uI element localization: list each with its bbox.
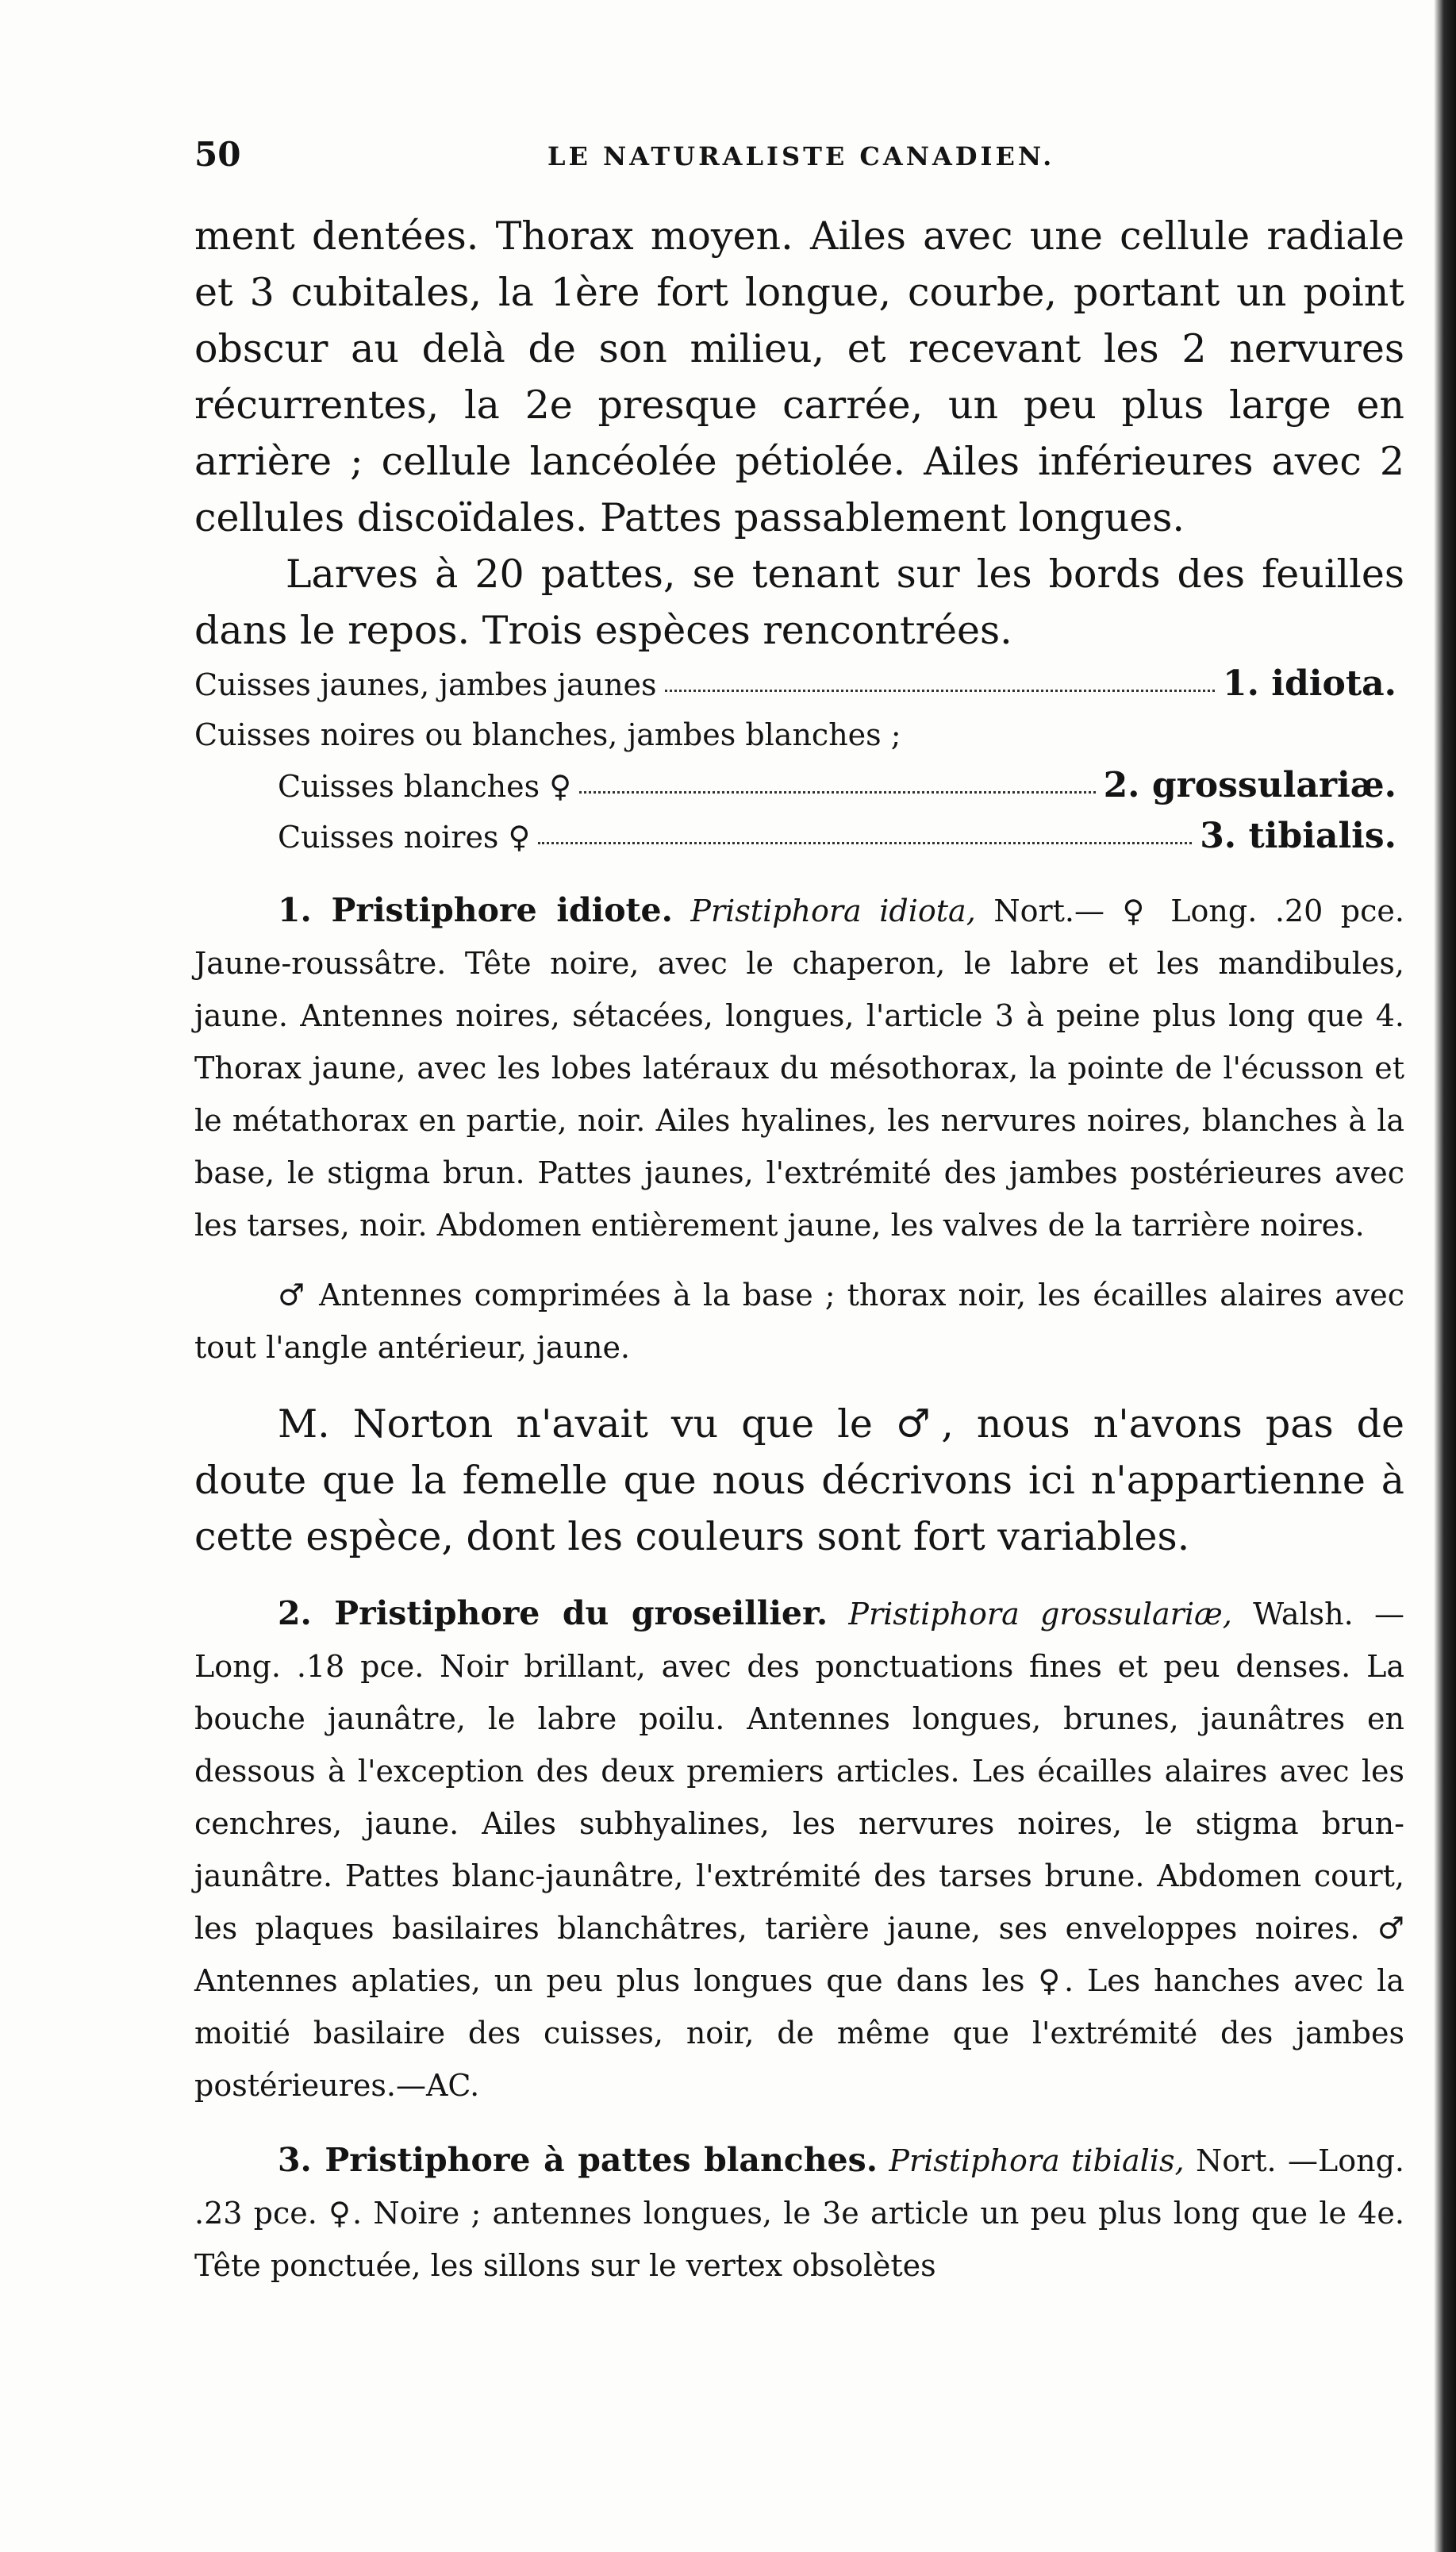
running-title: LE NATURALISTE CANADIEN. [547,141,1055,171]
key-result: 3. tibialis. [1200,816,1396,856]
species-description: Nort.— ♀ Long. .20 pce. Jaune-roussâtre. Tête noire, avec le chaperon, le labre et les mandibules, jaune. Antennes noires, sétacées, longues, l'article 3 à peine plus long que 4. Thorax jaune, avec les lobes latéraux du mésothorax, la pointe de l'écusson et le métathorax en partie, noir. Ailes hyalines, les nervures noires, blanches à la base, le stigma brun. Pattes jaunes, l'extrémité des jambes postérieures avec les tarses, noir. Abdomen entièrement jaune, les valves de la tarrière noires. [194,894,1404,1243]
leader-dots [665,690,1216,692]
species-latin-name: Pristiphora tibialis, [889,2143,1185,2178]
intro-paragraph: ment dentées. Thorax moyen. Ailes avec une cellule radiale et 3 cubitales, la 1ère fort longue, courbe, portant un point obscur au delà de son milieu, et recevant les 2 nervures récurrentes, la 2e presque carrée, un peu plus large en arrière ; cellule lancéolée pétiolée. Ailes inférieures avec 2 cellules discoïdales. Pattes passablement longues. [194,213,1404,540]
species-heading: 2. Pristiphore du groseillier. [278,1594,828,1632]
species-entry-1 [194,884,1404,1251]
page-binding-edge [1434,0,1456,2552]
page-number: 50 [194,135,241,174]
leader-dots [538,842,1192,844]
species-latin-name: Pristiphora idiota, [690,894,976,928]
key-line-1 [194,659,1404,709]
commentary-paragraph: M. Norton n'avait vu que le ♂, nous n'avons pas de doute que la femelle que nous décrivons ici n'appartienne à cette espèce, dont les couleurs sont fort variables. [194,1401,1404,1559]
species-heading: 3. Pristiphore à pattes blanches. [278,2141,878,2179]
species-description: Nort. —Long. .23 pce. ♀. Noire ; antennes longues, le 3e article un peu plus long que le 4e. Tête ponctuée, les sillons sur le vertex obsolètes [194,2143,1404,2283]
larvae-paragraph: Larves à 20 pattes, se tenant sur les bords des feuilles dans le repos. Trois espèces rencontrées. [194,552,1404,653]
species-heading: 1. Pristiphore idiote. [278,891,673,929]
species-latin-name: Pristiphora grossulariæ, [848,1597,1232,1632]
species-entry-3 [194,2134,1404,2292]
key-result: 2. grossulariæ. [1103,765,1396,805]
key-label: Cuisses noires ♀ [278,820,531,855]
key-line-3 [194,760,1404,811]
species-entry-2 [194,1587,1404,2112]
page-body [194,208,1404,2292]
species-description: Walsh. —Long. .18 pce. Noir brillant, avec des ponctuations fines et peu denses. La bouche jaunâtre, le labre poilu. Antennes longues, brunes, jaunâtres en dessous à l'exception des deux premiers articles. Les écailles alaires avec les cenchres, jaune. Ailes subhyalines, les nervures noires, le stigma brun-jaunâtre. Pattes blanc-jaunâtre, l'extrémité des tarses brune. Abdomen court, les plaques basilaires blanchâtres, tarière jaune, ses enveloppes noires. ♂ Antennes aplaties, un peu plus longues que dans les ♀. Les hanches avec la moitié basilaire des cuisses, noir, de même que l'extrémité des jambes postérieures.—AC. [194,1597,1404,2103]
key-label: Cuisses noires ou blanches, jambes blanches ; [194,717,901,752]
male-note: ♂ Antennes comprimées à la base ; thorax noir, les écailles alaires avec tout l'angle antérieur, jaune. [194,1278,1404,1365]
key-line-2 [194,709,1404,760]
key-label: Cuisses jaunes, jambes jaunes [194,667,657,702]
key-label: Cuisses blanches ♀ [278,769,571,804]
leader-dots [579,791,1096,794]
key-line-4 [194,811,1404,862]
page-header [194,135,1404,183]
key-result: 1. idiota. [1223,663,1396,704]
